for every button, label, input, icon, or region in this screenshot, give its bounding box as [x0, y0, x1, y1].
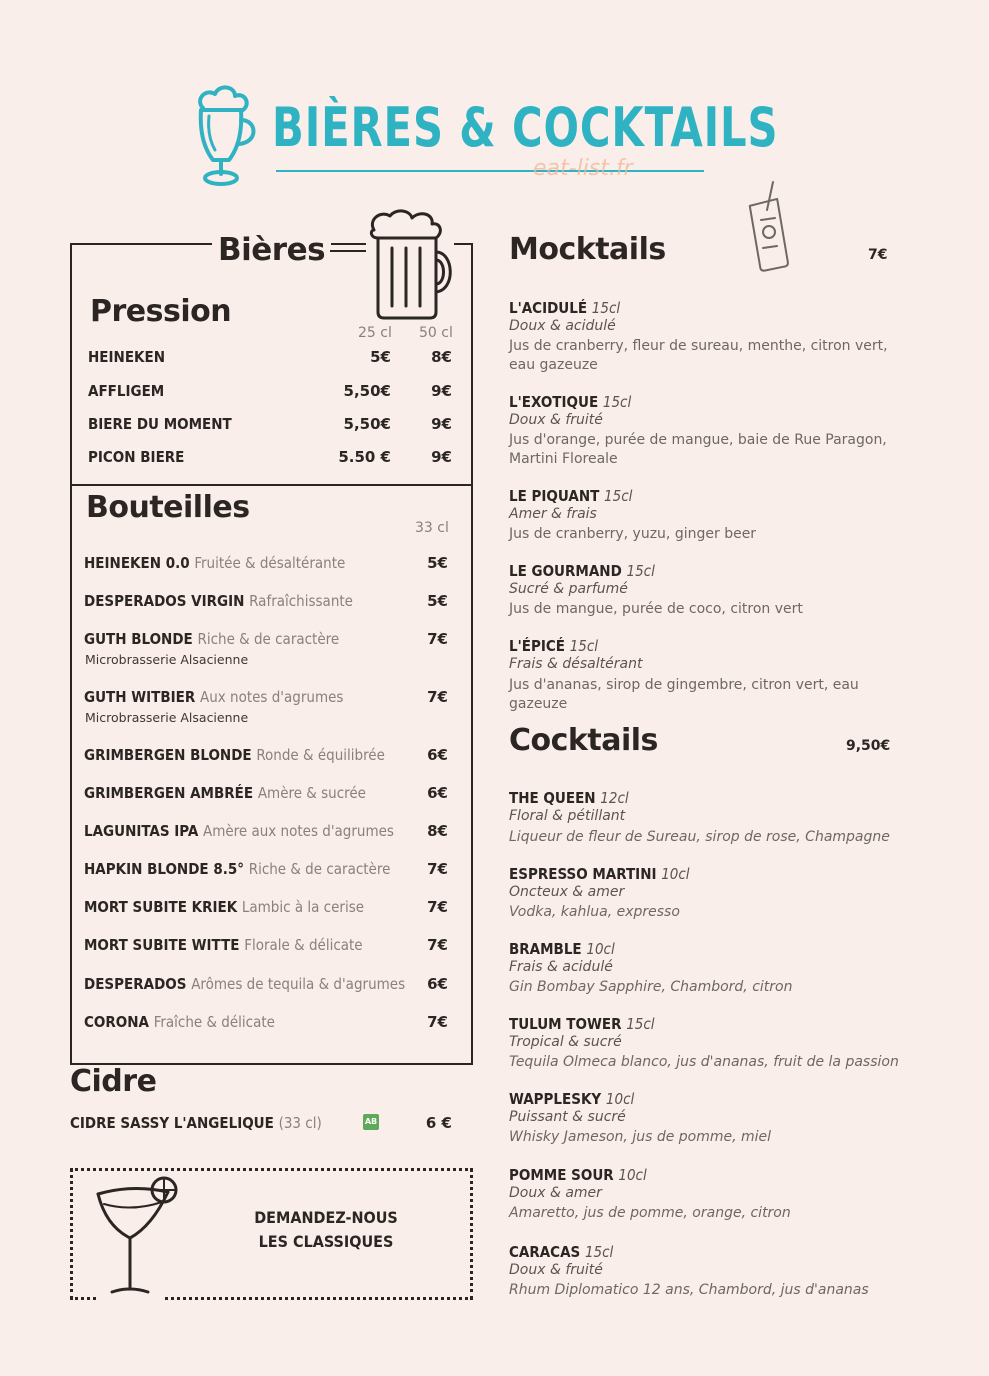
- ingredients: Amaretto, jus de pomme, orange, citron: [509, 1205, 791, 1221]
- taste: Doux & fruité: [509, 1262, 603, 1278]
- drink-glass-icon: [745, 180, 793, 272]
- organic-label-icon: AB: [363, 1114, 379, 1130]
- list-item: GRIMBERGEN BLONDE Ronde & équilibrée: [84, 746, 385, 764]
- list-item: HAPKIN BLONDE 8.5° Riche & de caractère: [84, 860, 391, 878]
- list-item: TULUM TOWER 15cl: [509, 1015, 655, 1033]
- title-underline: [276, 170, 704, 172]
- price: 6€: [427, 975, 448, 993]
- ingredients: Jus de cranberry, yuzu, ginger beer: [509, 526, 757, 542]
- taste: Doux & fruité: [509, 412, 603, 428]
- list-item: BIERE DU MOMENT: [88, 415, 232, 433]
- price: 8€: [427, 822, 448, 840]
- taste: Frais & acidulé: [509, 959, 613, 975]
- col-50cl: 50 cl: [419, 325, 453, 341]
- taste: Puissant & sucré: [509, 1109, 626, 1125]
- ingredients: Jus de cranberry, fleur de sureau, menthe, citron vert, eau gazeuze: [509, 338, 888, 373]
- taste: Doux & acidulé: [509, 318, 616, 334]
- pression-title: Pression: [90, 294, 232, 329]
- price: 5€: [427, 592, 448, 610]
- mocktails-title: Mocktails: [509, 232, 666, 267]
- bieres-heading: Bières: [212, 232, 331, 268]
- ingredients: Vodka, kahlua, expresso: [509, 904, 680, 920]
- beer-mug-icon: [366, 208, 454, 322]
- taste: Tropical & sucré: [509, 1034, 622, 1050]
- list-item: MORT SUBITE KRIEK Lambic à la cerise: [84, 898, 365, 916]
- price: 7€: [427, 860, 448, 878]
- ingredients: Gin Bombay Sapphire, Chambord, citron: [509, 979, 793, 995]
- price: 7€: [427, 898, 448, 916]
- list-item: GUTH WITBIER Aux notes d'agrumes: [84, 688, 344, 706]
- list-item: GRIMBERGEN AMBRÉE Amère & sucrée: [84, 784, 366, 802]
- page-title: BIÈRES & COCKTAILS: [272, 96, 779, 159]
- watermark: eat-list.fr: [533, 156, 633, 181]
- list-item: CORONA Fraîche & délicate: [84, 1013, 275, 1031]
- brewery-note: Microbrasserie Alsacienne: [85, 710, 249, 725]
- price: 6€: [427, 746, 448, 764]
- cocktails-title: Cocktails: [509, 723, 658, 758]
- price: 5,50€: [343, 382, 391, 400]
- cocktails-price: 9,50€: [846, 738, 891, 754]
- cidre-title: Cidre: [70, 1064, 157, 1099]
- list-item: LAGUNITAS IPA Amère aux notes d'agrumes: [84, 822, 394, 840]
- list-item: PICON BIERE: [88, 448, 185, 466]
- list-item: CIDRE SASSY L'ANGELIQUE (33 cl): [70, 1114, 322, 1132]
- list-item: L'ACIDULÉ 15cl: [509, 299, 621, 317]
- list-item: LE PIQUANT 15cl: [509, 487, 633, 505]
- section-divider: [72, 484, 471, 486]
- mocktails-price: 7€: [868, 247, 888, 263]
- price: 7€: [427, 688, 448, 706]
- list-item: DESPERADOS Arômes de tequila & d'agrumes: [84, 975, 406, 993]
- list-item: DESPERADOS VIRGIN Rafraîchissante: [84, 592, 353, 610]
- list-item: HEINEKEN 0.0 Fruitée & désaltérante: [84, 554, 346, 572]
- list-item: WAPPLESKY 10cl: [509, 1090, 635, 1108]
- list-item: GUTH BLONDE Riche & de caractère: [84, 630, 340, 648]
- list-item: THE QUEEN 12cl: [509, 789, 629, 807]
- price: 5.50 €: [338, 448, 391, 466]
- list-item: AFFLIGEM: [88, 382, 165, 400]
- cocktail-glass-icon: [92, 1176, 184, 1302]
- price: 7€: [427, 936, 448, 954]
- list-item: BRAMBLE 10cl: [509, 940, 615, 958]
- list-item: LE GOURMAND 15cl: [509, 562, 655, 580]
- price: 9€: [431, 382, 452, 400]
- ingredients: Jus d'orange, purée de mangue, baie de Rue Paragon, Martini Floreale: [509, 432, 887, 467]
- bouteilles-title: Bouteilles: [86, 490, 250, 525]
- price: 7€: [427, 1013, 448, 1031]
- ingredients: Jus de mangue, purée de coco, citron vert: [509, 601, 803, 617]
- taste: Oncteux & amer: [509, 884, 625, 900]
- price: 5€: [427, 554, 448, 572]
- beer-glass-icon: [185, 82, 265, 190]
- list-item: ESPRESSO MARTINI 10cl: [509, 865, 690, 883]
- list-item: HEINEKEN: [88, 348, 166, 366]
- price: 9€: [431, 415, 452, 433]
- list-item: CARACAS 15cl: [509, 1243, 614, 1261]
- heading-dash: [330, 250, 366, 252]
- col-25cl: 25 cl: [358, 325, 392, 341]
- ingredients: Rhum Diplomatico 12 ans, Chambord, jus d'ananas: [509, 1282, 869, 1298]
- taste: Doux & amer: [509, 1185, 602, 1201]
- list-item: L'EXOTIQUE 15cl: [509, 393, 632, 411]
- price: 8€: [431, 348, 452, 366]
- price: 6 €: [425, 1114, 452, 1132]
- list-item: L'ÉPICÉ 15cl: [509, 637, 599, 655]
- price: 5€: [370, 348, 391, 366]
- list-item: POMME SOUR 10cl: [509, 1166, 647, 1184]
- ingredients: Liqueur de fleur de Sureau, sirop de rose, Champagne: [509, 829, 890, 845]
- classics-callout: DEMANDEZ-NOUS LES CLASSIQUES: [254, 1208, 398, 1251]
- price: 7€: [427, 630, 448, 648]
- price: 9€: [431, 448, 452, 466]
- col-33cl: 33 cl: [415, 520, 449, 536]
- taste: Sucré & parfumé: [509, 581, 628, 597]
- taste: Floral & pétillant: [509, 808, 626, 824]
- taste: Frais & désaltérant: [509, 656, 643, 672]
- price: 6€: [427, 784, 448, 802]
- price: 5,50€: [343, 415, 391, 433]
- ingredients: Tequila Olmeca blanco, jus d'ananas, fruit de la passion: [509, 1054, 899, 1070]
- list-item: MORT SUBITE WITTE Florale & délicate: [84, 936, 363, 954]
- taste: Amer & frais: [509, 506, 597, 522]
- brewery-note: Microbrasserie Alsacienne: [85, 652, 249, 667]
- ingredients: Whisky Jameson, jus de pomme, miel: [509, 1129, 772, 1145]
- ingredients: Jus d'ananas, sirop de gingembre, citron vert, eau gazeuze: [509, 677, 859, 712]
